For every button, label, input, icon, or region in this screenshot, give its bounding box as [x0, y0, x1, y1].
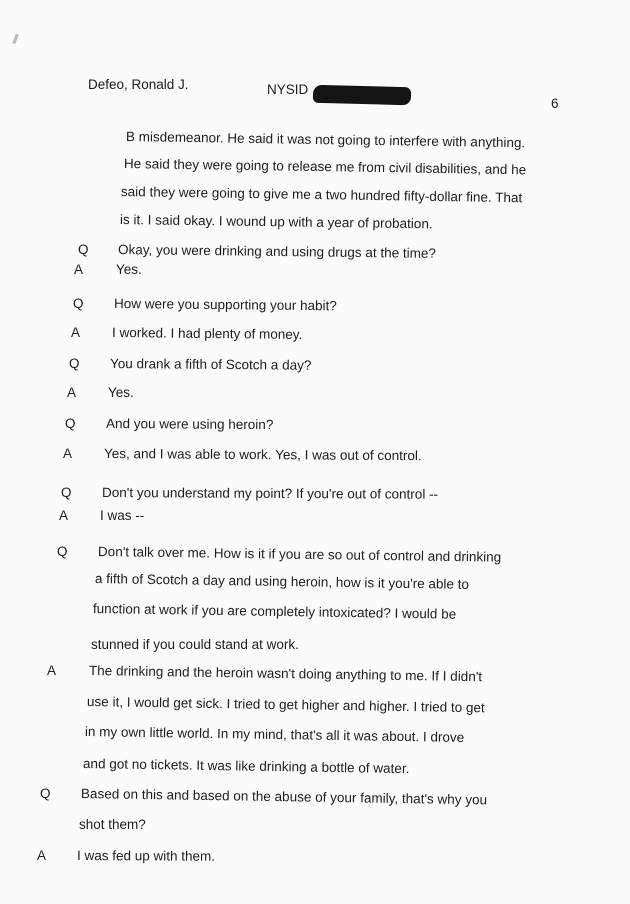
scan-speck: [12, 34, 18, 44]
speaker-mark: Q: [69, 356, 80, 371]
transcript-line: and got no tickets. It was like drinking a bottle of water.: [82, 756, 410, 777]
transcript-line: Yes.: [108, 385, 134, 400]
transcript-line: a fifth of Scotch a day and using heroin, how is it you're able to: [94, 571, 470, 592]
transcript-line: Don't you understand my point? If you're out of control --: [101, 485, 439, 502]
transcript-line: I was --: [100, 508, 145, 523]
transcript-line: I was fed up with them.: [76, 848, 216, 864]
nysid-redaction: [313, 85, 411, 106]
speaker-mark: Q: [73, 296, 84, 311]
transcript-line: use it, I would get sick. I tried to get higher and higher. I tried to get: [86, 694, 485, 716]
transcript-line: is it. I said okay. I wound up with a year of probation.: [119, 212, 433, 232]
transcript-line: And you were using heroin?: [105, 416, 274, 433]
speaker-mark: Q: [78, 242, 89, 257]
defendant-name: Defeo, Ronald J.: [88, 77, 189, 92]
speaker-mark: A: [71, 325, 81, 340]
transcript-line: The drinking and the heroin wasn't doing anything to me. If I didn't: [88, 663, 483, 685]
transcript-line: B misdemeanor. He said it was not going to interfere with anything.: [125, 129, 526, 151]
transcript-line: said they were going to give me a two hundred fifty-dollar fine. That: [120, 184, 523, 206]
speaker-mark: A: [37, 848, 47, 863]
transcript-line: stunned if you could stand at work.: [91, 637, 299, 652]
speaker-mark: A: [59, 508, 69, 523]
speaker-mark: Q: [57, 544, 68, 559]
transcript-line: Don't talk over me. How is it if you are so out of control and drinking: [97, 544, 502, 565]
nysid-label: NYSID: [267, 82, 309, 97]
speaker-mark: Q: [65, 416, 76, 431]
transcript-line: Yes, and I was able to work. Yes, I was out of control.: [103, 446, 422, 464]
transcript-line: You drank a fifth of Scotch a day?: [109, 356, 312, 373]
speaker-mark: A: [67, 385, 77, 400]
speaker-mark: A: [47, 663, 57, 678]
transcript-line: How were you supporting your habit?: [113, 296, 337, 314]
page-number: 6: [551, 96, 559, 111]
speaker-mark: Q: [61, 485, 72, 500]
transcript-line: I worked. I had plenty of money.: [111, 325, 303, 342]
transcript-line: Okay, you were drinking and using drugs at the time?: [117, 242, 437, 261]
speaker-mark: A: [74, 262, 84, 277]
speaker-mark: Q: [40, 786, 51, 801]
transcript-line: Based on this and based on the abuse of your family, that's why you: [80, 786, 488, 808]
transcript-line: He said they were going to release me from civil disabilities, and he: [123, 156, 527, 178]
transcript-line: Yes.: [116, 262, 142, 277]
transcript-line: in my own little world. In my mind, that's all it was about. I drove: [84, 724, 465, 745]
transcript-line: shot them?: [79, 817, 146, 832]
transcript-line: function at work if you are completely intoxicated? I would be: [92, 601, 457, 622]
speaker-mark: A: [63, 446, 73, 461]
